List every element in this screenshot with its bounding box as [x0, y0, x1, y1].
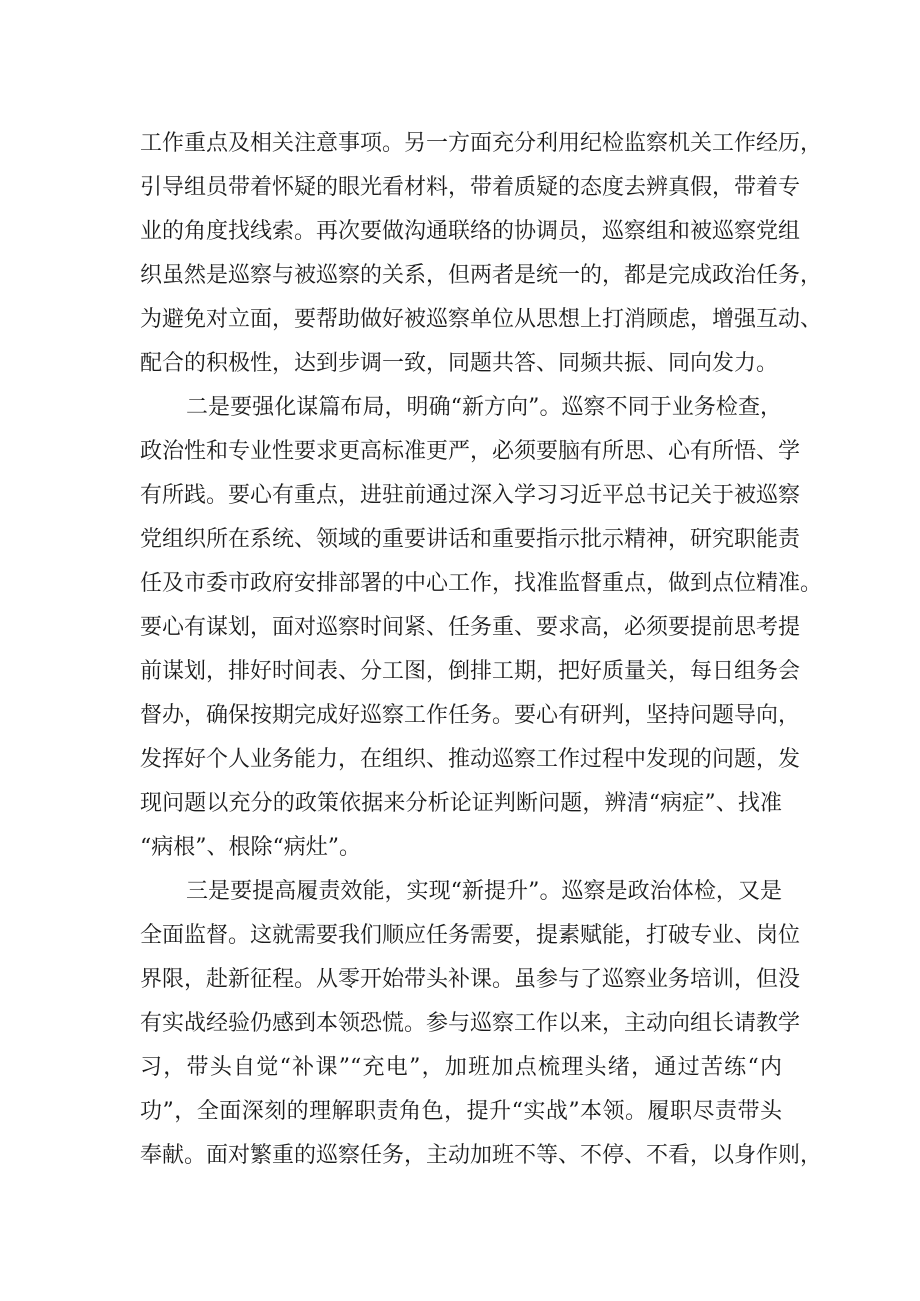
text-line: 有所践。要心有重点，进驻前通过深入学习习近平总书记关于被巡察 — [140, 483, 801, 508]
text-line: 配合的积极性，达到步调一致，同题共答、同频共振、同向发力。 — [140, 351, 779, 376]
text-line: 为避免对立面，要帮助做好被巡察单位从思想上打消顾虑，增强互动、 — [140, 307, 823, 332]
paragraph-first-line: 二是要强化谋篇布局，明确“新方向”。巡察不同于业务检查， — [186, 395, 782, 420]
text-line: 党组织所在系统、领域的重要讲话和重要指示批示精神，研究职能责 — [140, 527, 801, 552]
text-line: 功”，全面深刻的理解职责角色，提升“实战”本领。履职尽责带头 — [140, 1099, 782, 1124]
text-line: 督办，确保按期完成好巡察工作任务。要心有研判，坚持问题导向， — [140, 703, 801, 728]
text-line: 有实战经验仍感到本领恐慌。参与巡察工作以来，主动向组长请教学 — [140, 1011, 801, 1036]
text-line: 奉献。面对繁重的巡察任务，主动加班不等、不停、不看，以身作则， — [140, 1143, 823, 1168]
text-line: 业的角度找线索。再次要做沟通联络的协调员，巡察组和被巡察党组 — [140, 219, 801, 244]
text-line: 政治性和专业性要求更高标准更严，必须要脑有所思、心有所悟、学 — [140, 439, 801, 464]
text-line: 全面监督。这就需要我们顺应任务需要，提素赋能，打破专业、岗位 — [140, 923, 801, 948]
text-line: 界限，赴新征程。从零开始带头补课。虽参与了巡察业务培训，但没 — [140, 967, 801, 992]
text-line: 现问题以充分的政策依据来分析论证判断问题，辨清“病症”、找准 — [140, 791, 782, 816]
text-line: 要心有谋划，面对巡察时间紧、任务重、要求高，必须要提前思考提 — [140, 615, 801, 640]
text-line: “病根”、根除“病灶”。 — [140, 835, 361, 860]
text-line: 前谋划，排好时间表、分工图，倒排工期，把好质量关，每日组务会 — [140, 659, 801, 684]
text-line: 引导组员带着怀疑的眼光看材料，带着质疑的态度去辨真假，带着专 — [140, 175, 801, 200]
text-line: 任及市委市政府安排部署的中心工作，找准监督重点，做到点位精准。 — [140, 571, 823, 596]
text-line: 织虽然是巡察与被巡察的关系，但两者是统一的，都是完成政治任务， — [140, 263, 823, 288]
text-line: 工作重点及相关注意事项。另一方面充分利用纪检监察机关工作经历， — [140, 131, 823, 156]
text-line: 发挥好个人业务能力，在组织、推动巡察工作过程中发现的问题，发 — [140, 747, 801, 772]
text-line: 习，带头自觉“补课”“充电”，加班加点梳理头绪，通过苦练“内 — [140, 1055, 782, 1080]
paragraph-first-line: 三是要提高履责效能，实现“新提升”。巡察是政治体检，又是 — [186, 879, 782, 904]
